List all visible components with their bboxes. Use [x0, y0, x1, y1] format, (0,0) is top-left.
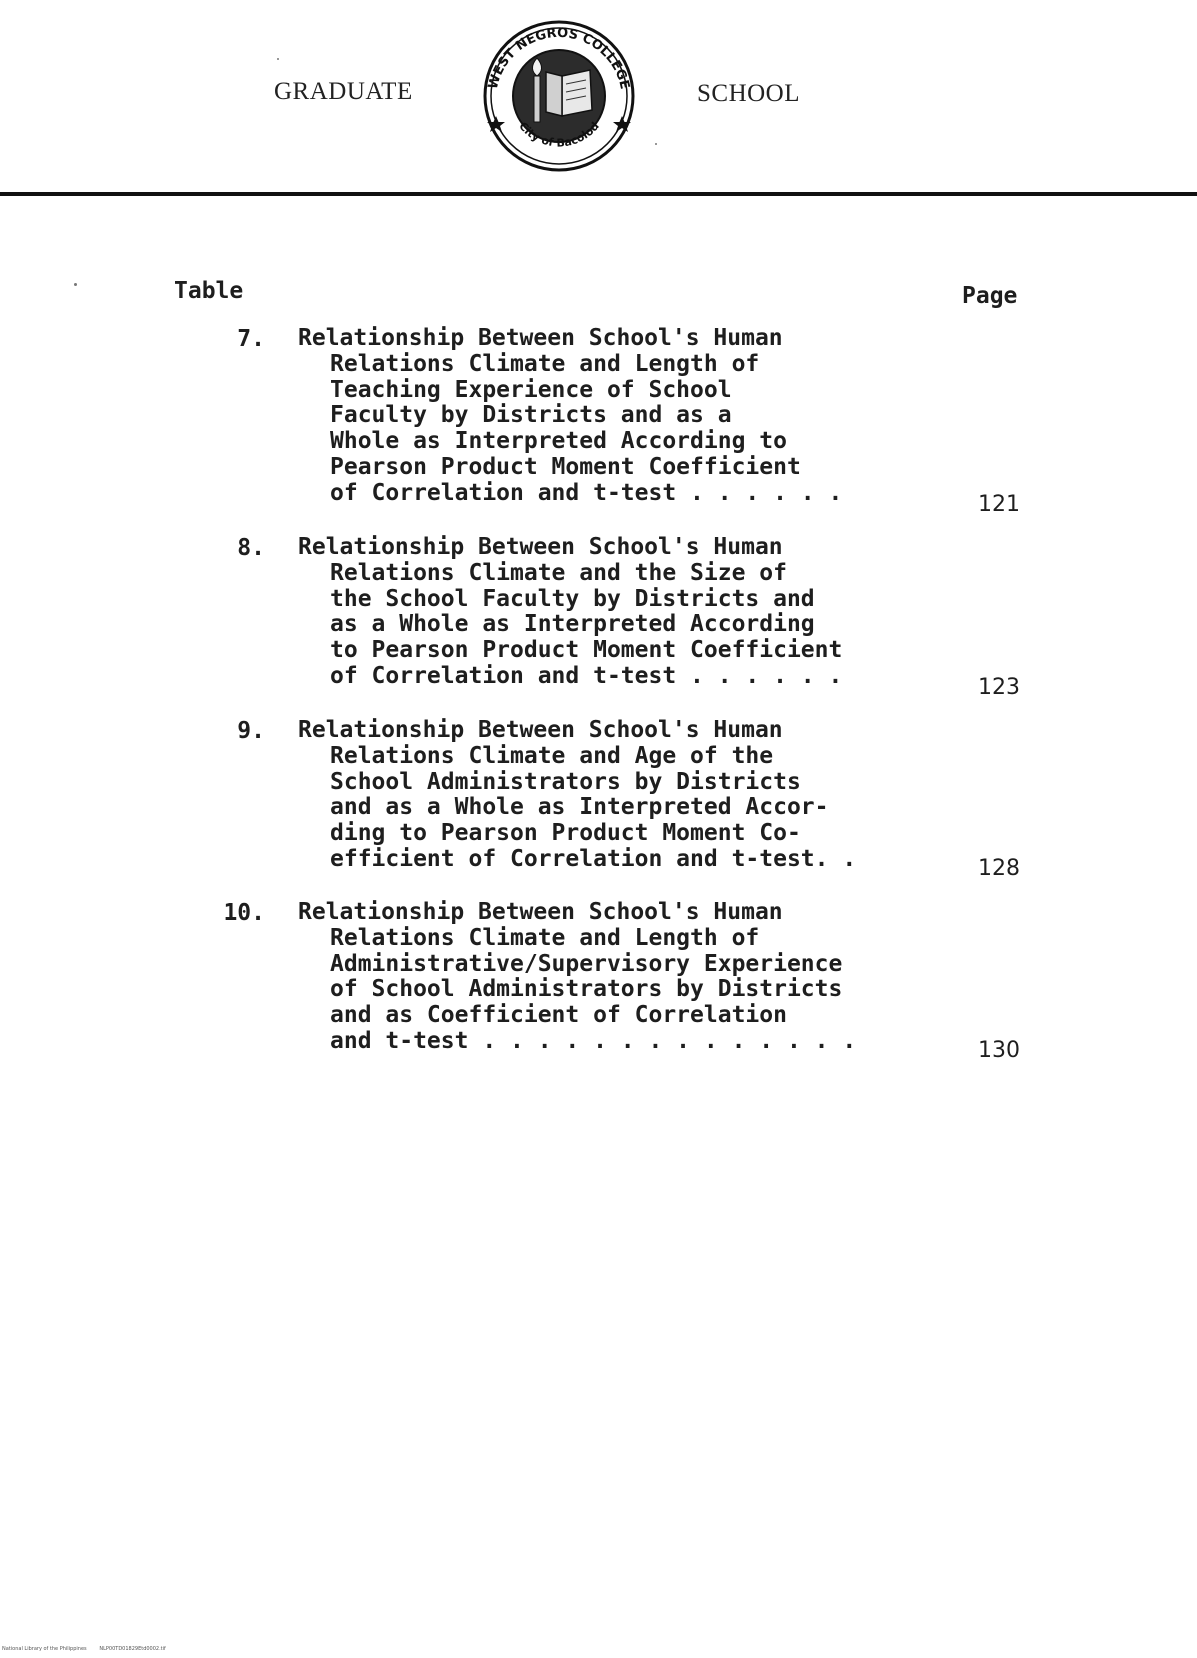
- column-label-page: Page: [962, 283, 1018, 309]
- title-line: Pearson Product Moment Coefficient: [330, 453, 801, 480]
- table-title: [298, 535, 938, 690]
- header-school: SCHOOL: [697, 80, 801, 107]
- title-line: and as Coefficient of Correlation: [330, 1002, 787, 1029]
- title-line: of Correlation and t-test . . . . . .: [330, 662, 843, 689]
- table-title: [298, 326, 938, 507]
- table-number: 7.: [237, 326, 265, 352]
- title-line: Relations Climate and Length of: [330, 924, 760, 951]
- seal-bottom-text: City of Bacolod: [516, 119, 602, 150]
- table-number: 10.: [223, 900, 265, 926]
- scan-speck: [277, 58, 279, 60]
- title-line: Relationship Between School's Human: [298, 717, 783, 743]
- header-rule: [0, 192, 1197, 196]
- title-line: efficient of Correlation and t-test. .: [330, 845, 857, 872]
- title-line: Administrative/Supervisory Experience: [330, 950, 843, 977]
- title-line: Relationship Between School's Human: [298, 325, 783, 351]
- title-line: Relationship Between School's Human: [298, 899, 783, 925]
- table-title: [298, 718, 938, 873]
- title-line: Faculty by Districts and as a: [330, 402, 732, 429]
- seal-torch-icon: [532, 58, 541, 122]
- title-line: and t-test . . . . . . . . . . . . . .: [330, 1027, 857, 1054]
- page-number: 121: [978, 492, 1020, 517]
- title-line: Relations Climate and Length of: [330, 350, 760, 377]
- title-line: and as a Whole as Interpreted Accor-: [330, 794, 829, 821]
- title-line: Teaching Experience of School: [330, 376, 732, 403]
- title-line: of School Administrators by Districts: [330, 976, 843, 1003]
- title-line: the School Faculty by Districts and: [330, 585, 815, 612]
- footer-right: NLP00TD01829Etd0002.tif: [99, 1646, 166, 1652]
- scan-footer: [2, 1646, 166, 1652]
- page-number: 123: [978, 675, 1020, 700]
- page-number: 128: [978, 856, 1020, 881]
- column-label-table: Table: [174, 278, 244, 304]
- scan-speck: [74, 283, 77, 286]
- title-line: of Correlation and t-test . . . . . .: [330, 479, 843, 506]
- college-seal: [474, 14, 644, 174]
- scan-speck: [655, 143, 657, 145]
- title-line: Relationship Between School's Human: [298, 534, 783, 560]
- table-number: 9.: [237, 718, 265, 744]
- seal-top-text: WEST NEGROS COLLEGE: [485, 25, 633, 91]
- seal-book-icon: [546, 70, 592, 116]
- footer-left: National Library of the Philippines: [2, 1646, 87, 1652]
- table-number: 8.: [237, 535, 265, 561]
- title-line: ding to Pearson Product Moment Co-: [330, 820, 801, 847]
- header-graduate: GRADUATE: [274, 78, 413, 105]
- title-line: as a Whole as Interpreted According: [330, 611, 815, 638]
- table-title: [298, 900, 938, 1055]
- title-line: Relations Climate and Age of the: [330, 742, 774, 769]
- title-line: Relations Climate and the Size of: [330, 559, 787, 586]
- title-line: to Pearson Product Moment Coefficient: [330, 637, 843, 664]
- title-line: School Administrators by Districts: [330, 768, 801, 795]
- page-number: 130: [978, 1038, 1020, 1063]
- title-line: Whole as Interpreted According to: [330, 428, 787, 455]
